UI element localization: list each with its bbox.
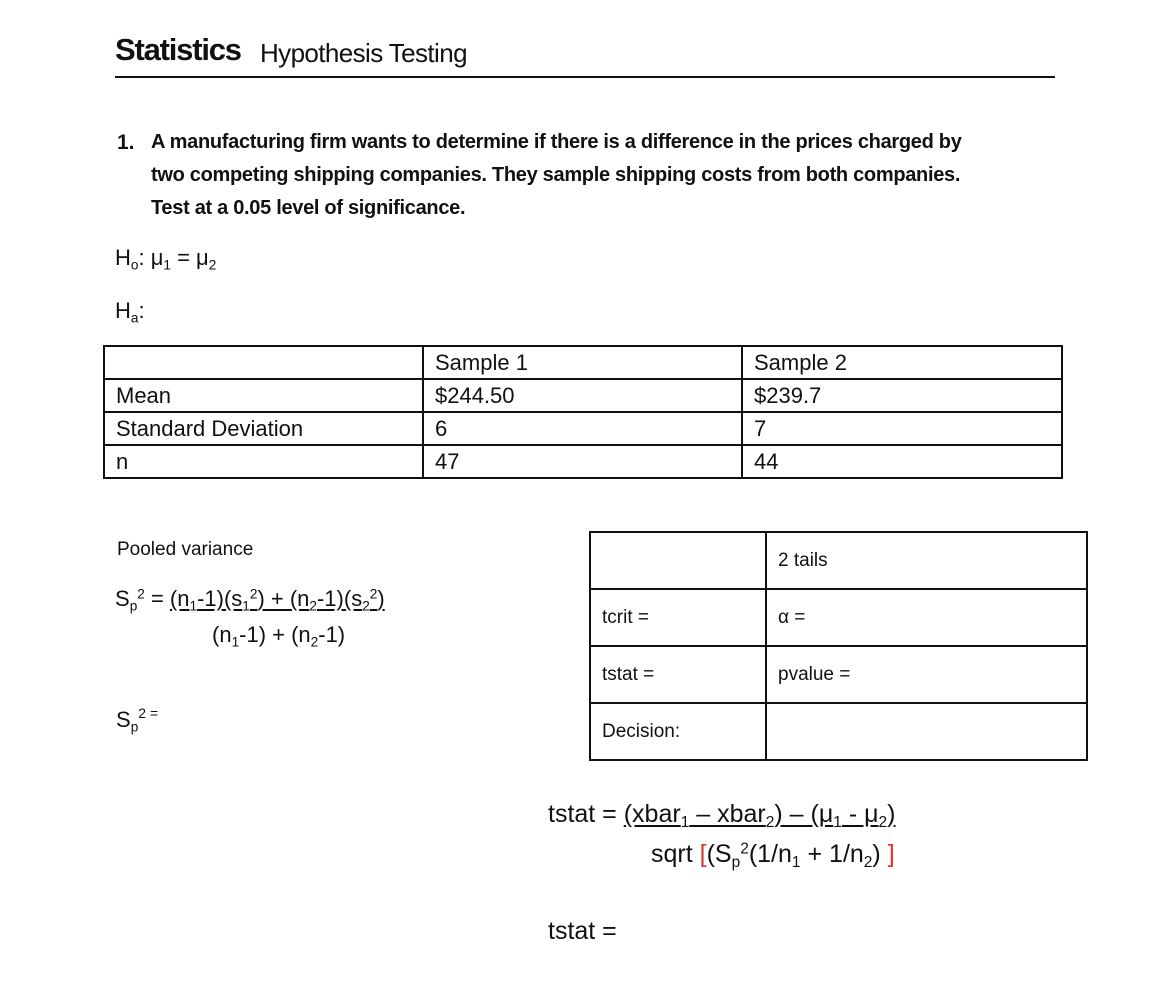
- table-cell: Sample 1: [423, 346, 742, 379]
- tails-cell: 2 tails: [766, 532, 1087, 589]
- table-cell: n: [104, 445, 423, 478]
- null-hypothesis: $H_o$: $\mu_1 = \mu_2$: [115, 245, 217, 273]
- table-cell: 7: [742, 412, 1062, 445]
- table-row: [590, 646, 1087, 703]
- results-table: [589, 531, 1088, 761]
- question-number: 1.: [117, 131, 135, 154]
- table-cell: Standard Deviation: [104, 412, 423, 445]
- tstat-formula-numerator: tstat = (xbar$_1$ – xbar$_2$) – $(\mu_1 - \mu_2)$: [548, 800, 896, 831]
- table-header-row: [104, 346, 1062, 379]
- table-row: [590, 532, 1087, 589]
- table-row: [104, 445, 1062, 478]
- table-cell: 47: [423, 445, 742, 478]
- table-row: [590, 589, 1087, 646]
- table-cell: 44: [742, 445, 1062, 478]
- pooled-variance-formula-numerator: $S_p^2 = (n_1-1)(s_1^2) + (n_2-1)(s_2^2)$: [115, 586, 385, 614]
- table-cell: Mean: [104, 379, 423, 412]
- table-row: [590, 703, 1087, 760]
- tstat-formula-denominator: sqrt [($S_p^2(1/n_1 + 1/n_2)$ ]: [651, 840, 895, 871]
- sample-stats-table: [103, 345, 1063, 479]
- question-line-1: A manufacturing firm wants to determine if there is a difference in the prices charged by: [151, 131, 962, 153]
- alpha-cell: α =: [766, 589, 1087, 646]
- table-cell: 6: [423, 412, 742, 445]
- pooled-variance-formula-denominator: $(n_1-1) + (n_2-1)$: [212, 622, 346, 650]
- header-subtitle: Hypothesis Testing: [260, 38, 467, 68]
- page-header: [115, 30, 1055, 78]
- pvalue-cell: pvalue =: [766, 646, 1087, 703]
- table-cell: $239.7: [742, 379, 1062, 412]
- table-cell: [104, 346, 423, 379]
- question-line-2: two competing shipping companies. They sample shipping costs from both companies.: [151, 164, 961, 186]
- alternative-hypothesis: $H_a$:: [115, 298, 145, 326]
- question-line-3: Test at a 0.05 level of significance.: [151, 197, 466, 219]
- pooled-variance-result: $S_p^{2 =}$: [116, 705, 159, 735]
- tstat-cell: tstat =: [590, 646, 766, 703]
- decision-cell: Decision:: [590, 703, 766, 760]
- table-cell: [590, 532, 766, 589]
- header-title: Statistics: [115, 32, 241, 67]
- table-cell: [766, 703, 1087, 760]
- tcrit-cell: tcrit =: [590, 589, 766, 646]
- tstat-answer-label: tstat =: [548, 917, 617, 945]
- pooled-variance-label: Pooled variance: [117, 539, 254, 560]
- table-cell: Sample 2: [742, 346, 1062, 379]
- table-cell: $244.50: [423, 379, 742, 412]
- table-row: [104, 412, 1062, 445]
- table-row: [104, 379, 1062, 412]
